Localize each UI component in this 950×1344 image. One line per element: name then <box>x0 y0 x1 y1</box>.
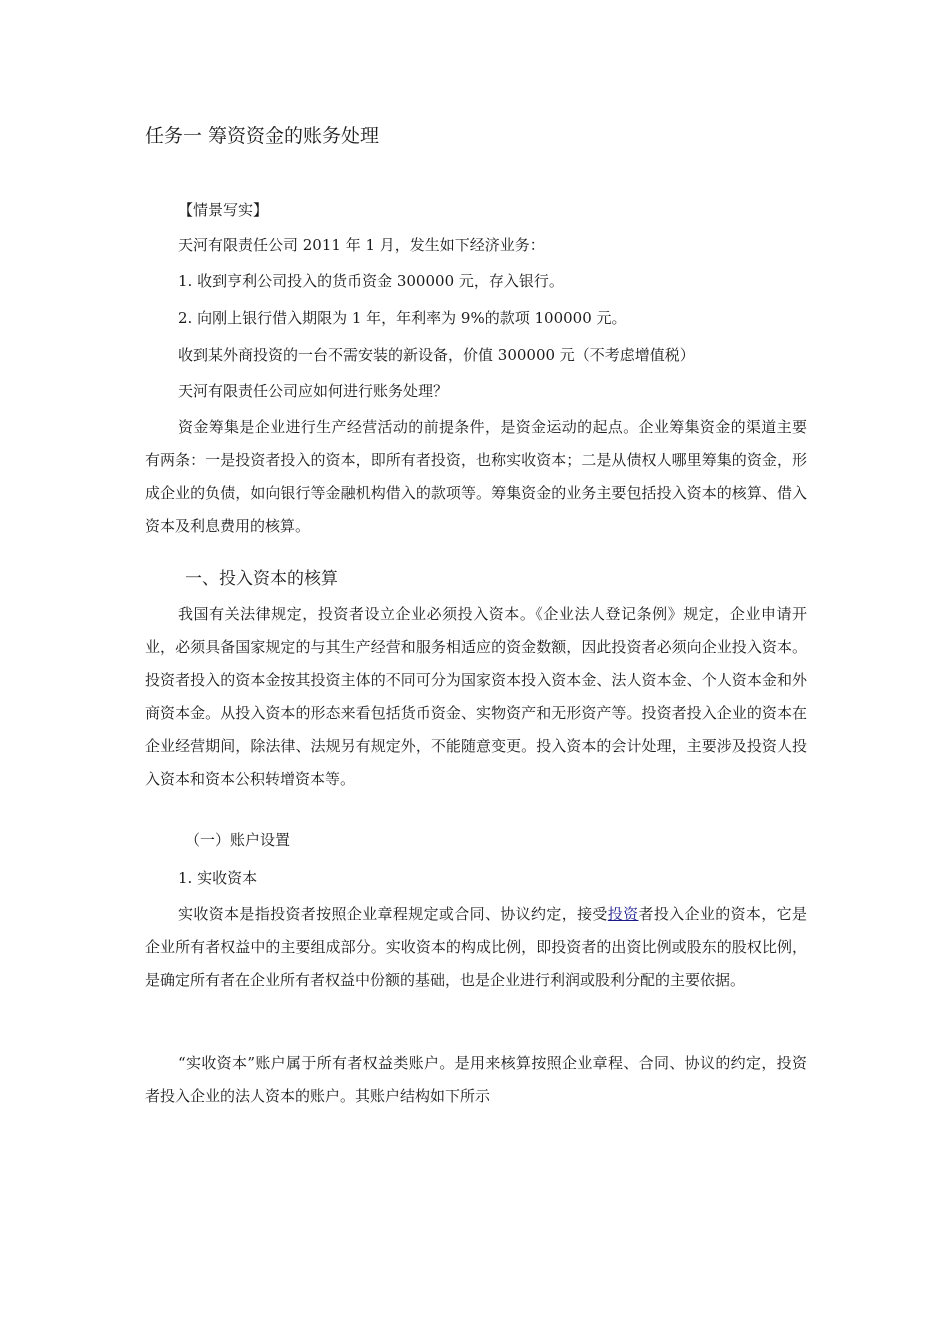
section-heading-invested-capital: 一、投入资本的核算 <box>185 569 338 589</box>
paid-in-text-after: 者投入企业的资本，它是企业所有者权益中的主要组成部分。实收资本的构成比例，即投资者的出资比例或股东的股权比例，是确定所有者在企业所有者权益中份额的基础，也是企业进行利润或股利分配的主要依据。 <box>145 905 807 989</box>
investment-link[interactable]: 投资 <box>607 905 639 923</box>
intro-paragraph: 资金筹集是企业进行生产经营活动的前提条件，是资金运动的起点。企业筹集资金的渠道主要有两条：一是投资者投入的资本，即所有者投资，也称实收资本；二是从债权人哪里筹集的资金，形成企业的负债，如向银行等金融机构借入的款项等。筹集资金的业务主要包括投入资本的核算、借入资本及利息费用的核算。 <box>145 418 807 535</box>
paid-in-capital-paragraph <box>145 898 807 997</box>
item-paid-in-capital: 1. 实收资本 <box>178 869 258 887</box>
scene-item-2: 2. 向刚上银行借入期限为 1 年，年利率为 9%的款项 100000 元。 <box>178 309 627 327</box>
subsection-account-setup: （一）账户设置 <box>185 831 291 849</box>
page-title: 任务一 筹资资金的账务处理 <box>145 125 380 147</box>
scene-item-3: 收到某外商投资的一台不需安装的新设备，价值 300000 元（不考虑增值税） <box>178 346 695 364</box>
scene-item-1: 1. 收到亨利公司投入的货币资金 300000 元，存入银行。 <box>178 272 564 290</box>
paid-in-text-before: 实收资本是指投资者按照企业章程规定或合同、协议约定，接受 <box>178 905 608 923</box>
scene-intro: 天河有限责任公司 2011 年 1 月，发生如下经济业务： <box>178 236 545 254</box>
scene-heading: 【情景写实】 <box>178 201 269 219</box>
account-paragraph: “实收资本”账户属于所有者权益类账户。是用来核算按照企业章程、合同、协议的约定，投资者投入企业的法人资本的账户。其账户结构如下所示 <box>145 1054 807 1105</box>
scene-question: 天河有限责任公司应如何进行账务处理？ <box>178 382 449 400</box>
invested-capital-paragraph: 我国有关法律规定，投资者设立企业必须投入资本。《企业法人登记条例》规定，企业申请开业，必须具备国家规定的与其生产经营和服务相适应的资金数额，因此投资者必须向企业投入资本。投资者投入的资本金按其投资主体的不同可分为国家资本投入资本金、法人资本金、个人资本金和外商资本金。从投入资本的形态来看包括货币资金、实物资产和无形资产等。投资者投入企业的资本在企业经营期间，除法律、法规另有规定外，不能随意变更。投入资本的会计处理，主要涉及投资人投入资本和资本公积转增资本等。 <box>145 605 807 788</box>
